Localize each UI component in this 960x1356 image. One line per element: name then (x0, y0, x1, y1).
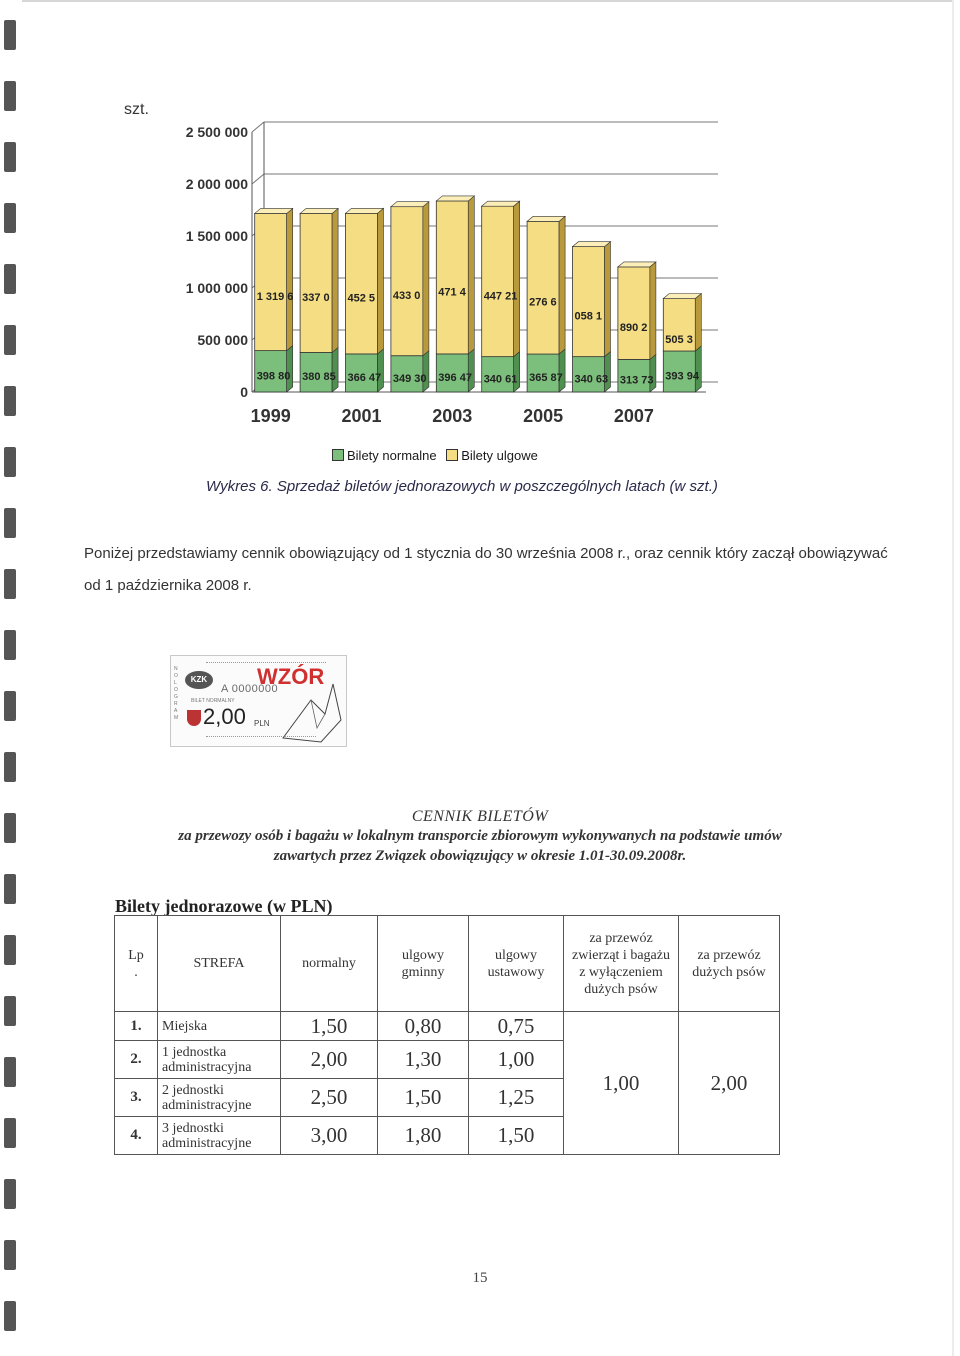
data-label: 337 0 (302, 291, 330, 304)
binding-mark (4, 203, 16, 233)
x-tick-label: 2003 (432, 406, 473, 426)
bar-side (559, 216, 565, 354)
row-strefa: 1 jednostka administracyjna (158, 1041, 281, 1079)
data-label: 393 94 (665, 370, 699, 383)
x-tick-label: 2005 (523, 406, 564, 426)
y-tick-label: 500 000 (197, 332, 248, 348)
legend-ulgowe: Bilety ulgowe (461, 448, 538, 463)
ticket-logo: KZK (185, 671, 213, 689)
binding-mark (4, 386, 16, 416)
top-rule (22, 0, 952, 2)
bar-side (695, 294, 701, 352)
ticket-bottom-line (206, 736, 316, 740)
legend-swatch-ulgowe (446, 449, 458, 461)
data-label: 505 3 (665, 333, 693, 346)
binding-mark (4, 569, 16, 599)
chart-caption: Wykres 6. Sprzedaż biletów jednorazowych w poszczególnych latach (w szt.) (206, 478, 718, 495)
row-normalny: 2,00 (281, 1041, 378, 1079)
row-ustawowy: 1,00 (469, 1041, 564, 1079)
binding-mark (4, 264, 16, 294)
bar-ulgowe (527, 221, 559, 354)
bar-top (346, 208, 384, 213)
ticket-type: BILET NORMALNY (191, 698, 235, 704)
gridline-slant (252, 122, 264, 132)
data-label: 1 319 6 (256, 291, 294, 304)
bar-side (468, 349, 474, 392)
row-ustawowy: 1,50 (469, 1117, 564, 1155)
bar-side (514, 352, 520, 392)
binding-mark (4, 142, 16, 172)
data-label: 452 5 (347, 292, 376, 305)
data-label: 349 30 (392, 372, 427, 385)
bar-top (663, 294, 701, 299)
binding-strip (0, 0, 22, 1356)
bar-ulgowe (573, 247, 605, 357)
binding-mark (4, 1118, 16, 1148)
ticket-side-letters: NOLOGRAM (174, 666, 179, 721)
bar-ulgowe (300, 213, 332, 352)
row-ustawowy: 1,25 (469, 1079, 564, 1117)
binding-mark (4, 20, 16, 50)
legend-normalne: Bilety normalne (347, 448, 437, 463)
chart-legend (332, 448, 538, 463)
price-table (114, 915, 780, 1155)
chart-svg (110, 90, 830, 470)
table-row (115, 1012, 780, 1041)
binding-mark (4, 1301, 16, 1331)
row-gminny: 0,80 (378, 1012, 469, 1041)
row-strefa: 3 jednostki administracyjne (158, 1117, 281, 1155)
bar-top (482, 201, 520, 206)
ticket-price: 2,00 (203, 704, 246, 729)
y-tick-label: 1 000 000 (185, 280, 248, 296)
binding-mark (4, 1179, 16, 1209)
data-label: 340 63 (574, 373, 609, 386)
gridline-slant (252, 174, 264, 184)
bar-ulgowe (482, 206, 514, 356)
bar-top (618, 262, 656, 267)
binding-mark (4, 81, 16, 111)
ticket-serial: A 0000000 (221, 683, 279, 695)
ticket-sample (170, 655, 347, 747)
row-gminny: 1,80 (378, 1117, 469, 1155)
row-lp: 4. (115, 1117, 158, 1155)
binding-mark (4, 325, 16, 355)
row-gminny: 1,50 (378, 1079, 469, 1117)
header-lp-dot: . (134, 964, 138, 980)
row-lp: 3. (115, 1079, 158, 1117)
row-lp: 1. (115, 1012, 158, 1041)
bar-ulgowe (391, 207, 423, 356)
header-zwierzat: za przewóz zwierząt i bagażu z wyłączeniem dużych psów (564, 916, 679, 1012)
bar-side (468, 196, 474, 354)
x-tick-label: 1999 (250, 406, 291, 426)
psow-price: 2,00 (679, 1012, 780, 1155)
data-label: 380 85 (302, 371, 336, 384)
bar-side (287, 208, 293, 350)
header-ulgowy-ustawowy: ulgowy ustawowy (469, 916, 564, 1012)
bar-ulgowe (255, 213, 287, 350)
data-label: 365 87 (529, 372, 563, 385)
bar-side (423, 351, 429, 392)
row-strefa: Miejska (158, 1012, 281, 1041)
binding-mark (4, 874, 16, 904)
x-tick-label: 2001 (341, 406, 382, 426)
table-header-row (115, 916, 780, 1012)
bar-side (559, 349, 565, 392)
row-normalny: 3,00 (281, 1117, 378, 1155)
row-ustawowy: 0,75 (469, 1012, 564, 1041)
row-strefa: 2 jednostki administracyjne (158, 1079, 281, 1117)
page-number: 15 (472, 1270, 488, 1286)
header-psow: za przewóz dużych psów (679, 916, 780, 1012)
ticket-arrow-icon (281, 680, 343, 744)
header-ulgowy-gminny: ulgowy gminny (378, 916, 469, 1012)
bar-side (332, 347, 338, 392)
cennik-title: CENNIK BILETÓW (411, 808, 549, 825)
data-label: 890 2 (619, 322, 648, 335)
data-label: 396 47 (438, 371, 472, 384)
data-label: 058 1 (574, 310, 603, 323)
bar-side (423, 202, 429, 356)
bar-top (436, 196, 474, 201)
binding-mark (4, 1240, 16, 1270)
y-tick-label: 0 (240, 384, 248, 400)
binding-mark (4, 1057, 16, 1087)
row-normalny: 2,50 (281, 1079, 378, 1117)
data-label: 313 73 (619, 374, 654, 387)
binding-mark (4, 508, 16, 538)
data-label: 340 61 (483, 373, 518, 386)
y-unit-label: szt. (124, 101, 149, 118)
sales-chart (110, 90, 830, 470)
x-tick-label: 2007 (613, 406, 654, 426)
header-lp (115, 916, 158, 1012)
bar-side (605, 242, 611, 357)
binding-mark (4, 630, 16, 660)
bar-ulgowe (618, 267, 650, 360)
bar-side (650, 262, 656, 360)
crest-icon (187, 710, 201, 726)
bar-side (378, 349, 384, 392)
data-label: 471 4 (438, 286, 466, 299)
data-label: 276 6 (529, 296, 557, 309)
bar-top (527, 216, 565, 221)
binding-mark (4, 996, 16, 1026)
bar-ulgowe (436, 201, 468, 354)
zwierzat-price: 1,00 (564, 1012, 679, 1155)
bar-top (300, 208, 338, 213)
binding-mark (4, 447, 16, 477)
data-label: 447 21 (483, 290, 518, 303)
intro-paragraph: Poniżej przedstawiamy cennik obowiązujący od 1 stycznia do 30 września 2008 r., oraz cennik który zaczął obowiązywać od 1 października 2008 r. (84, 545, 888, 594)
ticket-currency: PLN (254, 719, 270, 728)
bar-side (332, 208, 338, 352)
bar-ulgowe (346, 213, 378, 354)
page-edge (952, 0, 954, 1356)
binding-mark (4, 752, 16, 782)
row-normalny: 1,50 (281, 1012, 378, 1041)
bar-top (573, 242, 611, 247)
row-gminny: 1,30 (378, 1041, 469, 1079)
bar-side (605, 352, 611, 392)
bar-top (255, 208, 293, 213)
row-lp: 2. (115, 1041, 158, 1079)
data-label: 398 80 (256, 370, 291, 383)
binding-mark (4, 935, 16, 965)
bar-side (287, 346, 293, 392)
data-label: 366 47 (347, 371, 382, 384)
y-tick-label: 2 500 000 (185, 124, 248, 140)
header-lp-text: Lp (128, 947, 144, 963)
header-normalny: normalny (281, 916, 378, 1012)
bar-side (378, 208, 384, 354)
bar-side (514, 201, 520, 356)
header-strefa: STREFA (158, 916, 281, 1012)
binding-mark (4, 691, 16, 721)
bar-side (695, 346, 701, 392)
legend-swatch-normalne (332, 449, 344, 461)
ticket-stamp: WZÓR (257, 664, 325, 689)
bar-top (391, 202, 429, 207)
data-label: 433 0 (392, 290, 421, 303)
y-tick-label: 1 500 000 (185, 228, 248, 244)
cennik-subtitle: za przewozy osób i bagażu w lokalnym transporcie zbiorowym wykonywanych na podstawie umów zawartych przez Związek obowiązujący w okresie 1.01-30.09.2008r. (178, 828, 782, 864)
section-title: Bilety jednorazowe (w PLN) (115, 896, 333, 916)
y-tick-label: 2 000 000 (185, 176, 248, 192)
